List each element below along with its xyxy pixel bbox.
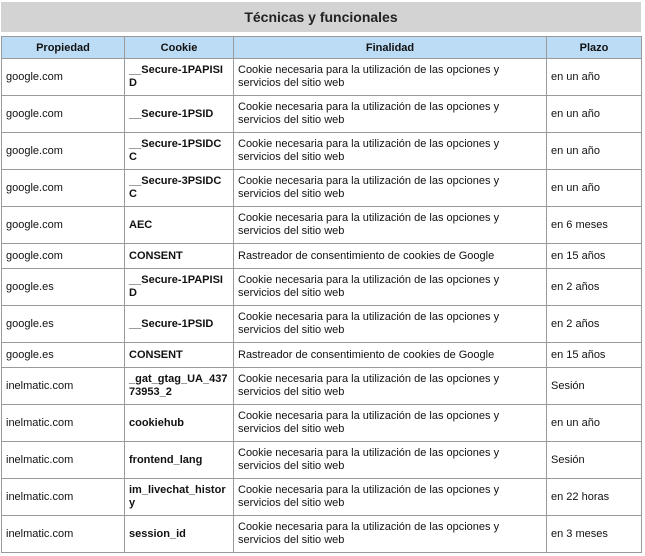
cell-finalidad: Cookie necesaria para la utilización de las opciones y servicios del sitio web [234, 516, 547, 553]
header-finalidad: Finalidad [234, 37, 547, 59]
cell-plazo: en un año [547, 133, 642, 170]
table-row [2, 479, 642, 516]
cell-finalidad: Rastreador de consentimiento de cookies de Google [234, 244, 547, 269]
cell-propiedad: inelmatic.com [2, 442, 125, 479]
cell-propiedad: inelmatic.com [2, 405, 125, 442]
cell-cookie: CONSENT [125, 244, 234, 269]
cell-cookie: __Secure-1PSIDCC [125, 133, 234, 170]
cell-propiedad: google.com [2, 207, 125, 244]
cell-finalidad: Cookie necesaria para la utilización de las opciones y servicios del sitio web [234, 96, 547, 133]
cell-cookie: frontend_lang [125, 442, 234, 479]
cell-plazo: en 2 años [547, 269, 642, 306]
cell-cookie: __Secure-1PAPISID [125, 269, 234, 306]
table-row [2, 133, 642, 170]
table-row [2, 306, 642, 343]
cell-cookie: session_id [125, 516, 234, 553]
table-row [2, 368, 642, 405]
cell-plazo: Sesión [547, 368, 642, 405]
cell-plazo: en un año [547, 170, 642, 207]
cell-cookie: __Secure-1PAPISID [125, 59, 234, 96]
table-row [2, 207, 642, 244]
cell-cookie: cookiehub [125, 405, 234, 442]
cell-cookie: AEC [125, 207, 234, 244]
cell-plazo: en 3 meses [547, 516, 642, 553]
cell-propiedad: google.com [2, 59, 125, 96]
cell-propiedad: google.es [2, 269, 125, 306]
table-row [2, 59, 642, 96]
cell-finalidad: Cookie necesaria para la utilización de las opciones y servicios del sitio web [234, 269, 547, 306]
cell-cookie: im_livechat_history [125, 479, 234, 516]
cell-propiedad: google.com [2, 244, 125, 269]
table-row [2, 442, 642, 479]
header-cookie: Cookie [125, 37, 234, 59]
cell-plazo: Sesión [547, 442, 642, 479]
section-title: Técnicas y funcionales [1, 2, 641, 32]
header-propiedad: Propiedad [2, 37, 125, 59]
table-row [2, 405, 642, 442]
cell-propiedad: inelmatic.com [2, 479, 125, 516]
cell-finalidad: Cookie necesaria para la utilización de las opciones y servicios del sitio web [234, 133, 547, 170]
table-header-row [2, 37, 642, 59]
cell-finalidad: Cookie necesaria para la utilización de las opciones y servicios del sitio web [234, 479, 547, 516]
cell-plazo: en 2 años [547, 306, 642, 343]
cell-plazo: en 6 meses [547, 207, 642, 244]
cell-finalidad: Cookie necesaria para la utilización de las opciones y servicios del sitio web [234, 405, 547, 442]
table-row [2, 96, 642, 133]
cell-propiedad: google.com [2, 96, 125, 133]
cell-finalidad: Cookie necesaria para la utilización de las opciones y servicios del sitio web [234, 442, 547, 479]
cell-plazo: en 15 años [547, 244, 642, 269]
cell-plazo: en 22 horas [547, 479, 642, 516]
table-row [2, 343, 642, 368]
cell-plazo: en un año [547, 405, 642, 442]
cell-finalidad: Cookie necesaria para la utilización de las opciones y servicios del sitio web [234, 306, 547, 343]
cell-finalidad: Cookie necesaria para la utilización de las opciones y servicios del sitio web [234, 170, 547, 207]
cookies-table [1, 36, 642, 553]
table-row [2, 170, 642, 207]
cell-plazo: en un año [547, 96, 642, 133]
header-plazo: Plazo [547, 37, 642, 59]
cell-cookie: __Secure-1PSID [125, 306, 234, 343]
cell-propiedad: google.com [2, 170, 125, 207]
cell-cookie: __Secure-3PSIDCC [125, 170, 234, 207]
cell-propiedad: inelmatic.com [2, 368, 125, 405]
cell-plazo: en 15 años [547, 343, 642, 368]
cell-finalidad: Cookie necesaria para la utilización de las opciones y servicios del sitio web [234, 207, 547, 244]
cell-cookie: _gat_gtag_UA_43773953_2 [125, 368, 234, 405]
table-row [2, 269, 642, 306]
table-row [2, 516, 642, 553]
table-row [2, 244, 642, 269]
cell-propiedad: google.es [2, 343, 125, 368]
cell-cookie: CONSENT [125, 343, 234, 368]
cell-propiedad: google.es [2, 306, 125, 343]
table-body [2, 59, 642, 553]
cell-finalidad: Cookie necesaria para la utilización de las opciones y servicios del sitio web [234, 368, 547, 405]
cell-propiedad: google.com [2, 133, 125, 170]
cell-cookie: __Secure-1PSID [125, 96, 234, 133]
cell-finalidad: Rastreador de consentimiento de cookies de Google [234, 343, 547, 368]
cell-propiedad: inelmatic.com [2, 516, 125, 553]
cell-plazo: en un año [547, 59, 642, 96]
cell-finalidad: Cookie necesaria para la utilización de las opciones y servicios del sitio web [234, 59, 547, 96]
